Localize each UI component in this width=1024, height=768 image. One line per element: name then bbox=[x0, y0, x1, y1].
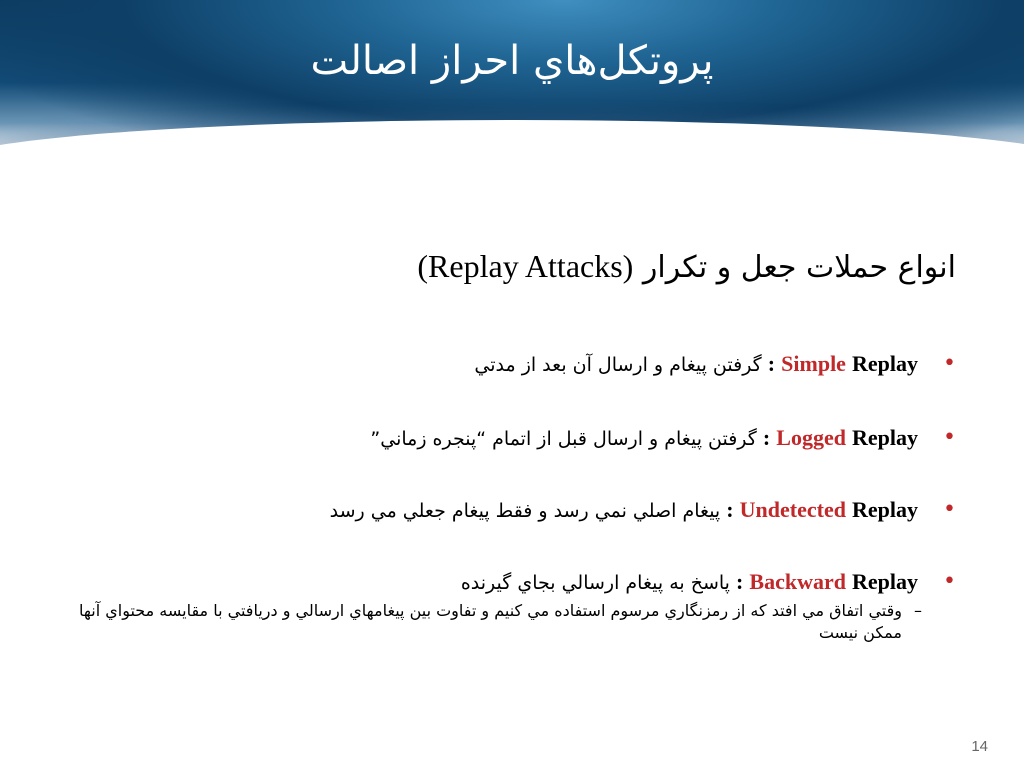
bullet-dot: • bbox=[943, 351, 956, 376]
bullet-item bbox=[18, 350, 956, 378]
bullet-separator: : bbox=[726, 497, 734, 522]
slide-title: پروتکل‌هاي احراز اصالت bbox=[310, 38, 714, 84]
bullet-word: Replay bbox=[852, 351, 918, 376]
bullet-text: پاسخ به پيغام ارسالي بجاي گيرنده bbox=[460, 572, 730, 594]
bullet-dot: • bbox=[943, 425, 956, 450]
bullet-keyword: Backward bbox=[749, 569, 846, 594]
bullet-text: گرفتن پيغام و ارسال قبل از اتمام “پنجره زماني” bbox=[370, 428, 757, 450]
bullet-item bbox=[18, 424, 956, 452]
bullet-keyword: Simple bbox=[781, 351, 846, 376]
bullet-word: Replay bbox=[852, 425, 918, 450]
bullet-dot: • bbox=[943, 497, 956, 522]
page-number: 14 bbox=[971, 738, 988, 755]
bullet-keyword: Logged bbox=[776, 425, 846, 450]
bullet-text: گرفتن پيغام و ارسال آن بعد از مدتي bbox=[474, 354, 762, 376]
bullet-keyword: Undetected bbox=[739, 497, 846, 522]
bullet-separator: : bbox=[736, 569, 744, 594]
sub-bullet-dash: – bbox=[914, 601, 922, 620]
bullet-word: Replay bbox=[852, 569, 918, 594]
heading-persian: انواع حملات جعل و تکرار bbox=[642, 250, 956, 285]
bullet-item bbox=[18, 568, 956, 596]
sub-bullet bbox=[56, 600, 956, 644]
bullet-word: Replay bbox=[852, 497, 918, 522]
section-heading bbox=[56, 248, 956, 285]
bullet-separator: : bbox=[767, 351, 776, 376]
title-swoosh bbox=[0, 120, 1024, 150]
bullet-item bbox=[18, 496, 956, 524]
bullet-dot: • bbox=[943, 569, 956, 594]
heading-english: (Replay Attacks) bbox=[417, 248, 634, 284]
bullet-text: پيغام اصلي نمي رسد و فقط پيغام جعلي مي رسد bbox=[329, 500, 721, 522]
bullet-separator: : bbox=[762, 425, 771, 450]
sub-bullet-text: وقتي اتفاق مي افتد که از رمزنگاري مرسوم استفاده مي کنيم و تفاوت بين پيغامهاي ارسالي و دريافتي با مقايسه محتواي آنها ممکن نيست bbox=[79, 601, 902, 642]
title-banner bbox=[0, 0, 1024, 150]
